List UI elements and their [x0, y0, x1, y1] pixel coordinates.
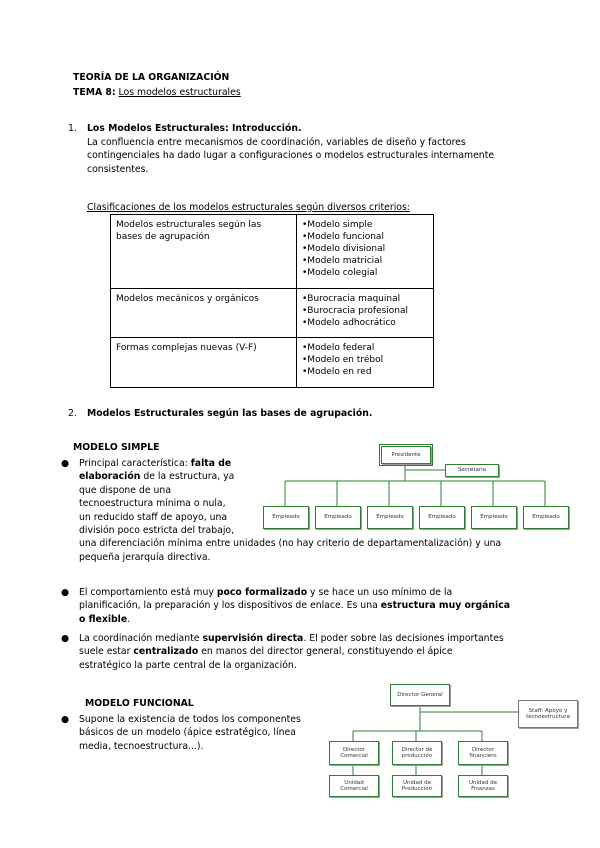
text: planificación, la preparación y los dispositivos de enlace. Es una: [79, 600, 381, 612]
text: El comportamiento está muy: [79, 587, 217, 598]
bullet-line: media, tecnoestructura...).: [79, 740, 204, 752]
bullet-line: estratégico la parte central de la organización.: [79, 659, 297, 671]
funcional-bullet-1: [79, 713, 329, 753]
org-box-director-general: [390, 684, 450, 706]
bullet-line: Supone la existencia de todos los componentes: [79, 714, 301, 725]
bold-text: estructura muy orgánica: [380, 600, 510, 612]
model-item: •Modelo divisional: [302, 244, 386, 254]
bullet-line: básicos de un modelo (ápice estratégico, línea: [79, 727, 296, 739]
model-item: •Modelo simple: [302, 220, 373, 230]
model-item: •Modelo colegial: [302, 268, 378, 278]
bullet-dot: ●: [61, 587, 70, 598]
table-caption: Clasificaciones de los modelos estructurales según diversos criterios:: [87, 202, 410, 213]
org-box-label: Staff: Apoyo y tecnoestructura: [526, 707, 570, 720]
bullet-dot: ●: [61, 458, 70, 469]
org-box-employee: [263, 506, 309, 529]
org-box-label: Empleado: [376, 514, 404, 521]
doc-title-text: TEORÍA DE LA ORGANIZACIÓN: [73, 72, 230, 83]
bullet-line: una diferenciación mínima entre unidades (no hay criterio de departamentalización) y una: [79, 538, 502, 550]
section2-heading-text: Modelos Estructurales según las bases de agrupación.: [87, 408, 373, 419]
org-box-employee: [367, 506, 413, 529]
org-box-label: Empleado: [480, 514, 508, 521]
org-box-director: [392, 741, 442, 765]
bullet-line: pequeña jerarquía directiva.: [79, 551, 211, 563]
model-item: •Modelo adhocrático: [302, 318, 396, 328]
org-box-director: [458, 741, 508, 765]
org-box-label: Presidente: [391, 451, 421, 458]
bold-text: o flexible: [79, 613, 128, 625]
section2-number: 2.: [68, 408, 77, 419]
org-box-unit: [329, 775, 379, 797]
section1-heading-text: Los Modelos Estructurales: Introducción.: [87, 123, 302, 134]
paragraph-line: La confluencia entre mecanismos de coordinación, variables de diseño y factores: [87, 137, 466, 148]
org-box-employee: [523, 506, 569, 529]
bullet-line: tecnoestructura mínima o nula,: [79, 498, 226, 510]
model-item: •Modelo en trébol: [302, 355, 384, 365]
org-box-unit: [458, 775, 508, 797]
org-box-label: Unidad de Producción: [401, 779, 433, 792]
org-box-label: Unidad Comercial: [340, 779, 368, 792]
org-box-label: Secretaria: [457, 467, 487, 474]
org-box-director: [329, 741, 379, 765]
bullet-dot: ●: [61, 633, 70, 644]
bullet-line: división poco estricta del trabajo,: [79, 525, 235, 537]
tema-title: Los modelos estructurales: [118, 87, 241, 98]
model-item: •Modelo en red: [302, 367, 372, 377]
paragraph-line: contingenciales ha dado lugar a configuraciones o modelos estructurales internamente: [87, 150, 495, 162]
bullet-line: un reducido staff de apoyo, una: [79, 511, 228, 523]
cell-line: bases de agrupación: [116, 232, 210, 242]
text: .: [127, 613, 131, 625]
model-item: •Modelo federal: [302, 343, 375, 353]
funcional-heading-text: MODELO FUNCIONAL: [85, 698, 194, 709]
bold-text: elaboración: [79, 471, 141, 483]
bold-text: centralizado: [133, 646, 199, 658]
org-box-secretary: [445, 464, 499, 477]
org-box-label: Empleado: [428, 514, 456, 521]
org-box-president: [381, 446, 431, 464]
tema-prefix: TEMA 8:: [73, 87, 116, 98]
org-box-label: Empleado: [532, 514, 560, 521]
simple-heading-text: MODELO SIMPLE: [73, 442, 160, 453]
funcional-heading: [85, 697, 194, 710]
org-box-label: Empleado: [324, 514, 352, 521]
bold-text: poco formalizado: [216, 587, 308, 598]
org-box-label: Empleado: [272, 514, 300, 521]
model-item: •Burocracia maquinal: [302, 294, 401, 304]
org-box-employee: [419, 506, 465, 529]
text: . El poder sobre las decisiones importantes: [303, 633, 504, 644]
org-box-label: Unidad de Finanzas: [468, 779, 497, 792]
org-box-employee: [471, 506, 517, 529]
text: en manos del director general, constituyendo el ápice: [198, 646, 453, 658]
text: de la estructura, ya: [140, 471, 235, 483]
org-box-label: Director de producción: [401, 746, 433, 759]
bold-text: falta de: [190, 458, 232, 469]
org-box-unit: [392, 775, 442, 797]
model-item: •Modelo matricial: [302, 256, 383, 266]
cell-line: Formas complejas nuevas (V-F): [116, 343, 257, 353]
text: y se hace un uso mínimo de la: [307, 587, 453, 598]
model-item: •Modelo funcional: [302, 232, 384, 242]
org-box-label: Director Comercial: [340, 746, 368, 759]
org-box-label: Director financiero: [469, 746, 497, 759]
paragraph-line: consistentes.: [87, 163, 149, 175]
bullet-line: que dispone de una: [79, 484, 172, 496]
org-box-employee: [315, 506, 361, 529]
cell-line: Modelos mecánicos y orgánicos: [116, 294, 259, 304]
text: suele estar: [79, 646, 134, 658]
text: Principal característica:: [79, 458, 191, 469]
model-item: •Burocracia profesional: [302, 306, 409, 316]
org-box-label: Director General: [397, 691, 443, 698]
text: La coordinación mediante: [79, 633, 203, 644]
bullet-dot: ●: [61, 714, 70, 725]
bold-text: supervisión directa: [202, 633, 304, 644]
org-box-staff: [518, 700, 578, 728]
cell-line: Modelos estructurales según las: [116, 220, 262, 230]
section1-number: 1.: [68, 123, 77, 134]
